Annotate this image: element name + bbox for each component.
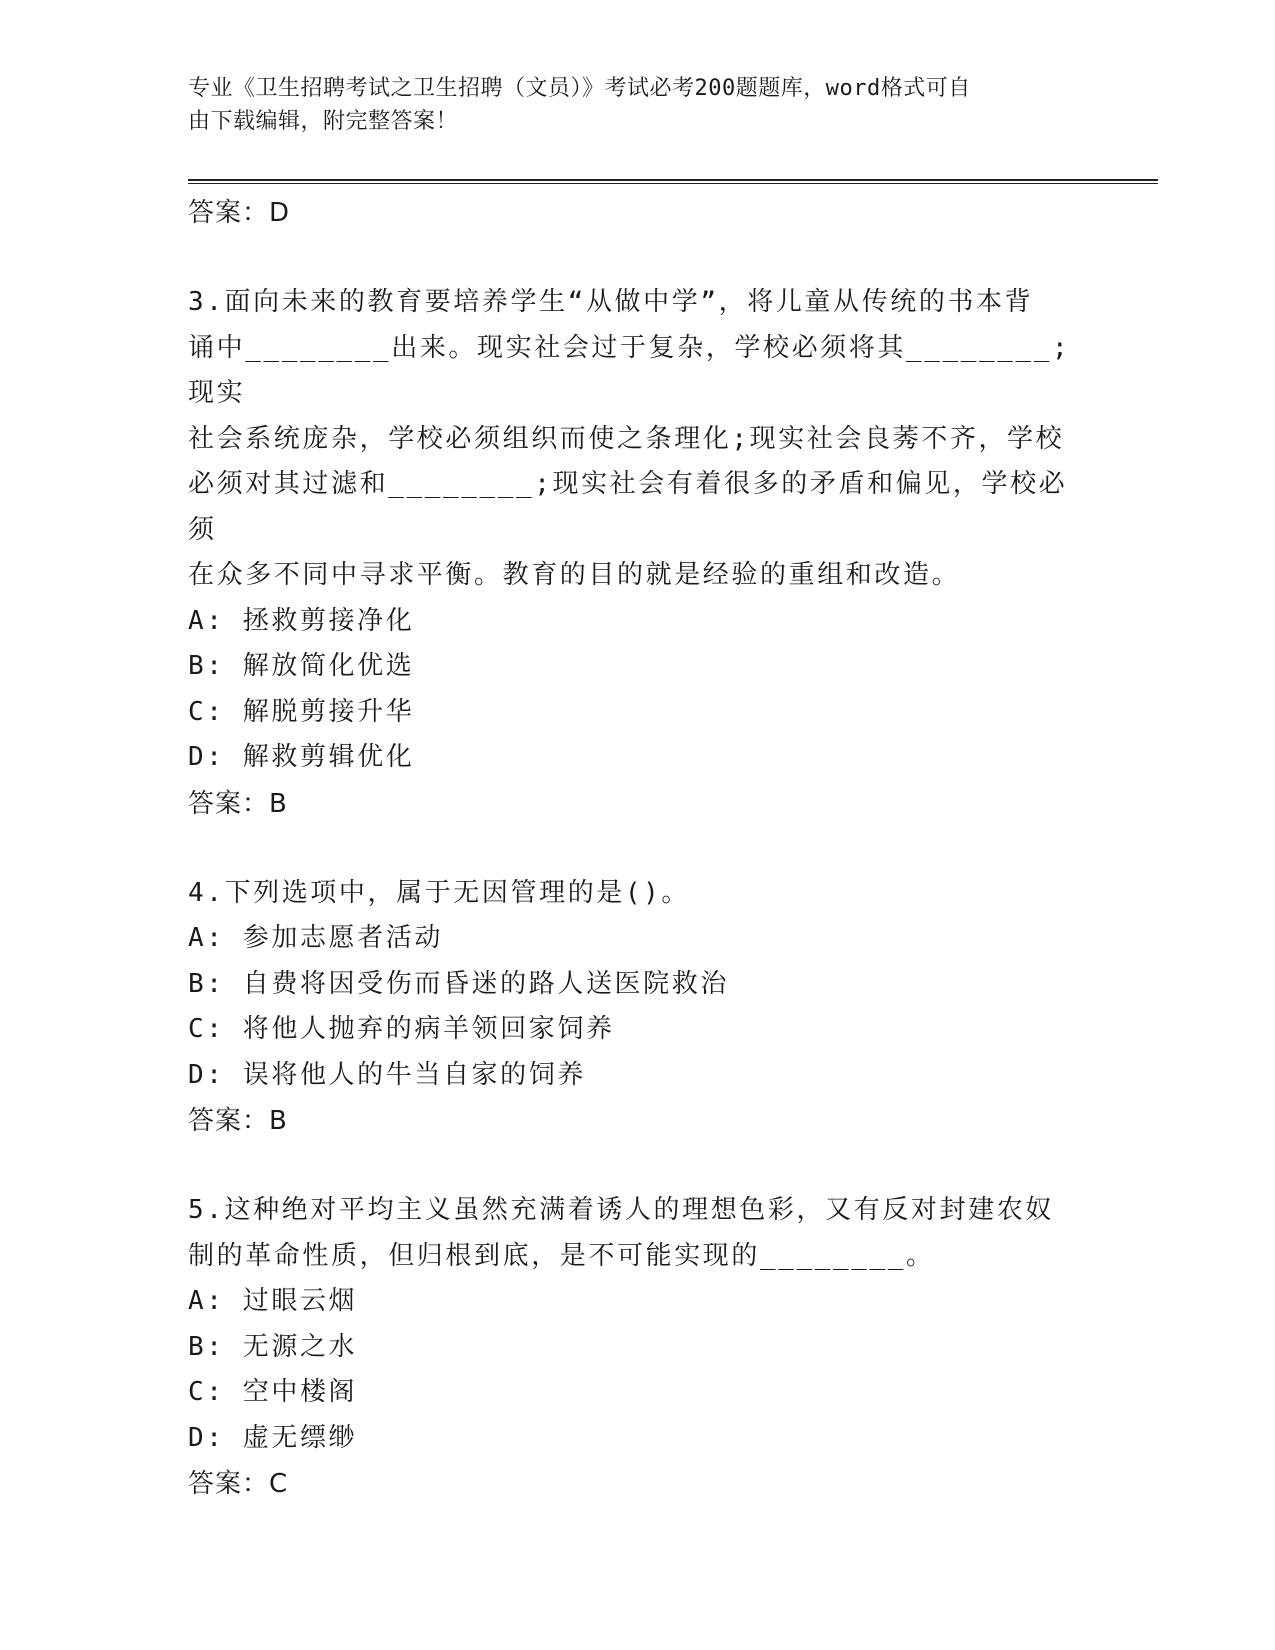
header-rule-thick [188, 179, 1158, 181]
header-line-2: 由下载编辑，附完整答案！ [188, 109, 459, 134]
option-c: C: 空中楼阁 [188, 1377, 358, 1407]
option-a: A: 拯救剪接净化 [188, 605, 415, 636]
question-line: 必须对其过滤和________;现实社会有着很多的矛盾和偏见，学校必须 [188, 469, 1068, 545]
document-body [188, 190, 1088, 1507]
option-d: D: 解救剪辑优化 [188, 742, 415, 772]
answer-line: 答案：B [188, 1106, 288, 1136]
option-b: B: 解放简化优选 [188, 651, 415, 681]
option-b: B: 自费将因受伤而昏迷的路人送医院救治 [188, 968, 729, 999]
option-d: D: 虚无缥缈 [188, 1422, 358, 1453]
header-rule-thin [188, 183, 1158, 184]
question-line: 3.面向未来的教育要培养学生“从做中学”，将儿童从传统的书本背 [188, 287, 1034, 317]
option-c: C: 将他人抛弃的病羊领回家饲养 [188, 1014, 615, 1044]
option-a: A: 参加志愿者活动 [188, 923, 443, 953]
document-header [188, 72, 1068, 138]
question-line: 诵中________出来。现实社会过于复杂，学校必须将其________;现实 [188, 332, 1071, 408]
header-line-1: 专业《卫生招聘考试之卫生招聘（文员）》考试必考200题题库，word格式可自 [188, 76, 971, 101]
question-block [188, 871, 1088, 1145]
option-a: A: 过眼云烟 [188, 1286, 358, 1316]
option-b: B: 无源之水 [188, 1331, 358, 1362]
question-text [188, 280, 1088, 599]
question-block [188, 1188, 1088, 1507]
question-line: 4.下列选项中，属于无因管理的是()。 [188, 877, 691, 908]
question-text [188, 1188, 1088, 1279]
answer-line: 答案：B [188, 788, 288, 819]
question-line: 制的革命性质，但归根到底，是不可能实现的________。 [188, 1240, 935, 1271]
previous-answer: 答案：D [188, 198, 291, 228]
question-text [188, 871, 1088, 917]
question-line: 5.这种绝对平均主义虽然充满着诱人的理想色彩，又有反对封建农奴 [188, 1195, 1054, 1225]
option-c: C: 解脱剪接升华 [188, 696, 415, 727]
answer-line: 答案：C [188, 1469, 289, 1499]
question-line: 在众多不同中寻求平衡。教育的目的就是经验的重组和改造。 [188, 560, 961, 590]
option-d: D: 误将他人的牛当自家的饲养 [188, 1059, 586, 1090]
question-line: 社会系统庞杂，学校必须组织而使之条理化;现实社会良莠不齐，学校 [188, 423, 1065, 454]
question-block [188, 280, 1088, 827]
